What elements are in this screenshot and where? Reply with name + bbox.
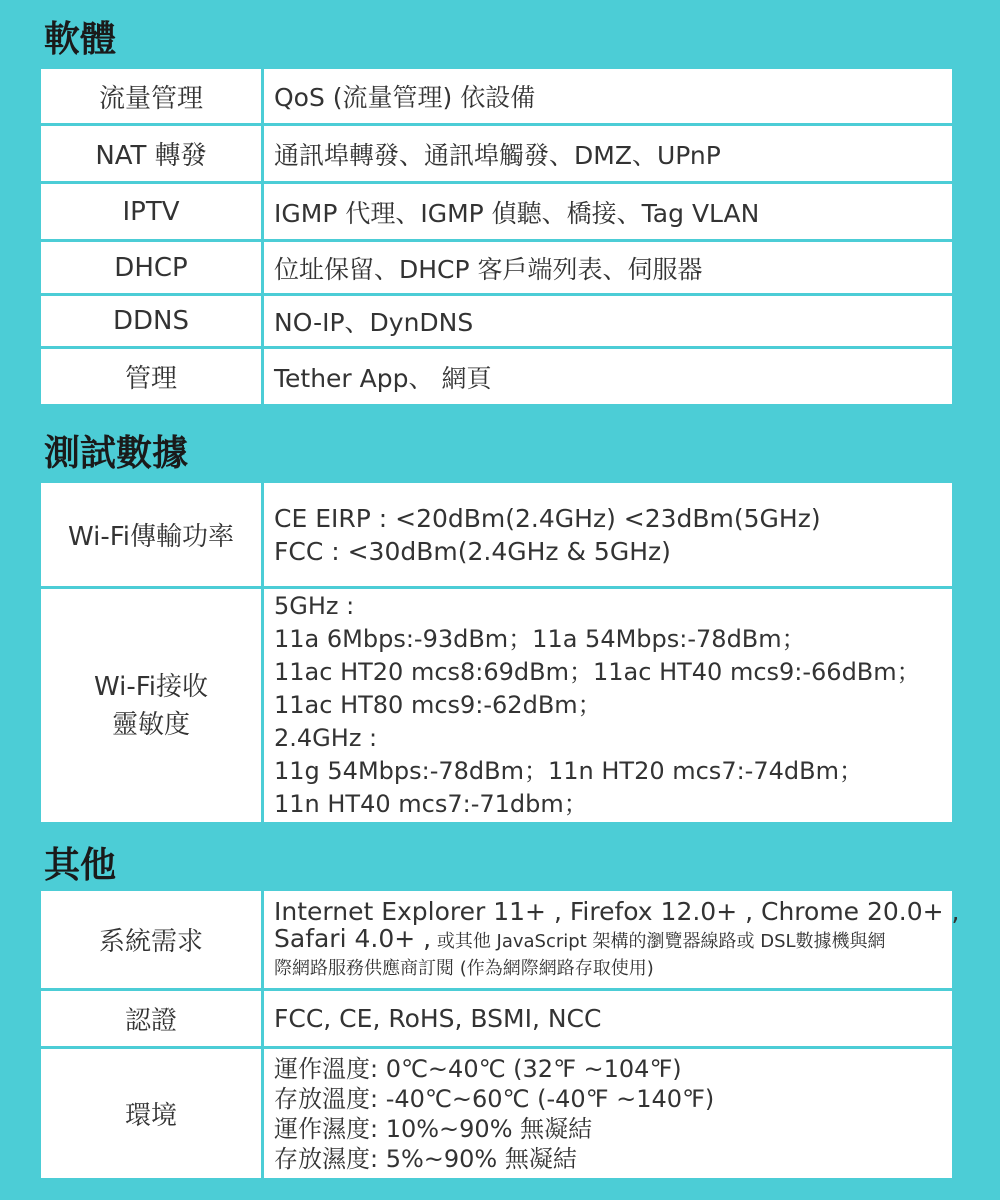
row-value xyxy=(263,482,954,588)
table-row xyxy=(40,125,954,183)
row-value xyxy=(263,588,954,824)
row-label: NAT 轉發 xyxy=(40,125,263,183)
value-line: Internet Explorer 11+ , Firefox 12.0+ , Chrome 20.0+ , xyxy=(274,896,960,926)
table-row xyxy=(40,348,954,406)
value-line: 5GHz : xyxy=(274,592,355,620)
table-row xyxy=(40,482,954,588)
other-table xyxy=(38,888,960,1181)
section-title-software: 軟體 xyxy=(44,19,117,60)
value-line: 11ac HT20 mcs8:69dBm；11ac HT40 mcs9:-66dBm； xyxy=(274,658,921,686)
row-label: DDNS xyxy=(40,295,263,348)
section-title-test: 測試數據 xyxy=(44,433,189,474)
row-label: 管理 xyxy=(40,348,263,406)
value-line: 11ac HT80 mcs9:-62dBm； xyxy=(274,691,602,719)
table-row xyxy=(40,588,954,824)
row-value: 位址保留、DHCP 客戶端列表、伺服器 xyxy=(263,241,954,295)
row-label: 流量管理 xyxy=(40,68,263,125)
value-line: 存放溫度: -40℃~60℃ (-40℉ ~140℉) xyxy=(274,1084,715,1113)
row-value: 通訊埠轉發、通訊埠觸發、DMZ、UPnP xyxy=(263,125,954,183)
table-row xyxy=(40,1048,954,1180)
section-title-other: 其他 xyxy=(44,845,117,886)
value-line: 際網路服務供應商訂閱 (作為網際網路存取使用) xyxy=(274,957,654,979)
table-row xyxy=(40,890,954,990)
test-table xyxy=(38,480,955,825)
label-line: 靈敏度 xyxy=(111,709,190,740)
row-value: IGMP 代理、IGMP 偵聽、橋接、Tag VLAN xyxy=(263,183,954,241)
row-value: QoS (流量管理) 依設備 xyxy=(263,68,954,125)
value-line: 2.4GHz : xyxy=(274,724,378,752)
value-line: 11a 6Mbps:-93dBm；11a 54Mbps:-78dBm； xyxy=(274,625,806,653)
value-line: 存放濕度: 5%~90% 無凝結 xyxy=(274,1144,577,1173)
table-row xyxy=(40,990,954,1048)
table-row xyxy=(40,183,954,241)
value-fragment: 或其他 JavaScript 架構的瀏覽器線路或 DSL數據機與網 xyxy=(431,930,886,952)
row-label: 認證 xyxy=(40,990,263,1048)
row-value xyxy=(263,890,960,990)
row-label: DHCP xyxy=(40,241,263,295)
table-row xyxy=(40,295,954,348)
value-line: 運作濕度: 10%~90% 無凝結 xyxy=(274,1114,593,1143)
value-line: FCC : <30dBm(2.4GHz & 5GHz) xyxy=(274,536,671,566)
value-line: 運作溫度: 0℃~40℃ (32℉ ~104℉) xyxy=(274,1054,682,1083)
value-line: CE EIRP : <20dBm(2.4GHz) <23dBm(5GHz) xyxy=(274,503,821,533)
table-row xyxy=(40,241,954,295)
row-value xyxy=(263,1048,954,1180)
row-label: 系統需求 xyxy=(40,890,263,990)
row-label: Wi-Fi傳輸功率 xyxy=(40,482,263,588)
row-value: Tether App、 網頁 xyxy=(263,348,954,406)
software-table xyxy=(38,66,955,407)
row-value: FCC, CE, RoHS, BSMI, NCC xyxy=(263,990,954,1048)
label-line: Wi-Fi接收 xyxy=(93,671,209,702)
value-fragment: Safari 4.0+ , xyxy=(274,923,432,953)
row-value: NO-IP、DynDNS xyxy=(263,295,954,348)
value-line: 11g 54Mbps:-78dBm；11n HT20 mcs7:-74dBm； xyxy=(274,757,863,785)
table-row xyxy=(40,68,954,125)
value-line xyxy=(274,925,952,955)
value-line: 11n HT40 mcs7:-71dbm； xyxy=(274,790,588,818)
row-label: IPTV xyxy=(40,183,263,241)
row-label xyxy=(40,588,263,824)
row-label: 環境 xyxy=(40,1048,263,1180)
